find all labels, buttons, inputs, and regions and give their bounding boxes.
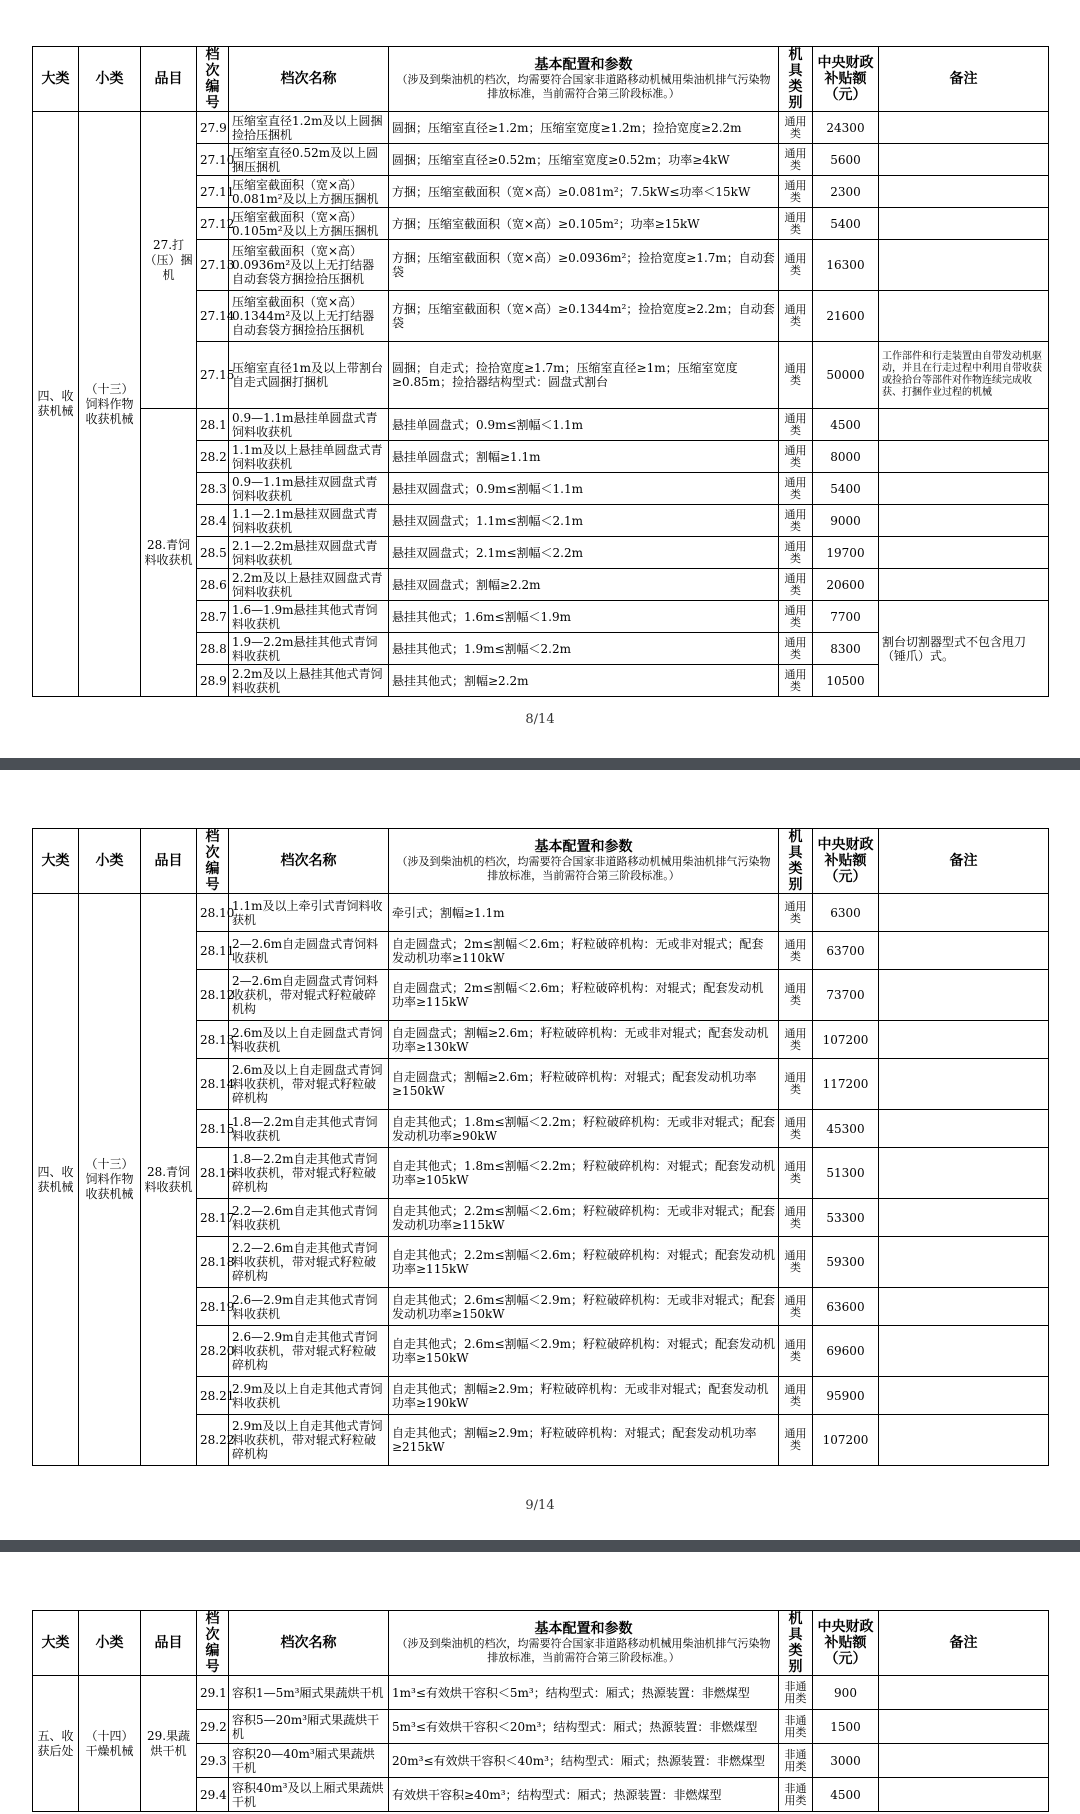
grade-spec: 牵引式；割幅≥1.1m [389,894,779,932]
grade-spec: 自走其他式；2.2m≤割幅＜2.6m；籽粒破碎机构：对辊式；配套发动机功率≥115kW [389,1237,779,1288]
machine-type: 非通用类 [779,1744,813,1778]
machine-type: 通用类 [779,1021,813,1059]
remarks-cell [879,970,1049,1021]
machine-type: 通用类 [779,208,813,240]
subsidy-amount: 900 [813,1676,879,1710]
grade-number: 28.11 [197,932,229,970]
remarks-cell [879,208,1049,240]
remarks-cell [879,1710,1049,1744]
grade-number: 28.21 [197,1377,229,1415]
remarks-cell [879,1415,1049,1466]
header-subcategory: 小类 [79,1611,141,1676]
header-config: 基本配置和参数 （涉及到柴油机的档次，均需要符合国家非道路移动机械用柴油机排气污染物排放标准，当前需符合第三阶段标准。） [389,829,779,894]
grade-spec: 圆捆；自走式；捡拾宽度≥1.7m；压缩室直径≥1m；压缩室宽度≥0.85m；捡拾器结构型式：圆盘式割台 [389,342,779,409]
table-row [33,112,1049,144]
header-machine-type: 机具类别 [779,47,813,112]
subsidy-amount: 73700 [813,970,879,1021]
grade-name: 压缩室直径1.2m及以上圆捆捡拾压捆机 [229,112,389,144]
grade-number: 28.16 [197,1148,229,1199]
grade-spec: 自走圆盘式；2m≤割幅＜2.6m；籽粒破碎机构：对辊式；配套发动机功率≥115kW [389,970,779,1021]
header-category: 大类 [33,829,79,894]
header-grade-no: 档次编号 [197,1611,229,1676]
machine-type: 通用类 [779,537,813,569]
subsidy-amount: 9000 [813,505,879,537]
grade-name: 2.2—2.6m自走其他式青饲料收获机，带对辊式籽粒破碎机构 [229,1237,389,1288]
header-grade-name: 档次名称 [229,829,389,894]
subsidy-amount: 50000 [813,342,879,409]
header-subsidy: 中央财政补贴额（元） [813,47,879,112]
grade-name: 压缩室截面积（宽×高）0.1344m²及以上无打结器自动套袋方捆捡拾压捆机 [229,291,389,342]
subsidy-table-page-8 [32,46,1049,697]
grade-number: 28.10 [197,894,229,932]
subsidy-amount: 4500 [813,409,879,441]
grade-spec: 圆捆；压缩室直径≥0.52m；压缩室宽度≥0.52m；功率≥4kW [389,144,779,176]
machine-type: 通用类 [779,112,813,144]
grade-number: 28.1 [197,409,229,441]
grade-number: 28.19 [197,1288,229,1326]
page-9 [0,770,1080,1540]
table-row [33,894,1049,932]
subsidy-amount: 107200 [813,1021,879,1059]
subsidy-amount: 5600 [813,144,879,176]
remarks-cell [879,1744,1049,1778]
machine-type: 通用类 [779,1237,813,1288]
grade-name: 容积1—5m³厢式果蔬烘干机 [229,1676,389,1710]
grade-number: 28.15 [197,1110,229,1148]
subsidy-amount: 5400 [813,208,879,240]
grade-spec: 5m³≤有效烘干容积＜20m³；结构型式：厢式；热源装置：非燃煤型 [389,1710,779,1744]
grade-number: 28.18 [197,1237,229,1288]
header-grade-name: 档次名称 [229,47,389,112]
subsidy-amount: 1500 [813,1710,879,1744]
grade-number: 27.15 [197,342,229,409]
page-8 [0,0,1080,758]
grade-name: 1.8—2.2m自走其他式青饲料收获机 [229,1110,389,1148]
machine-type: 通用类 [779,240,813,291]
grade-name: 1.1m及以上悬挂单圆盘式青饲料收获机 [229,441,389,473]
grade-spec: 悬挂双圆盘式；0.9m≤割幅＜1.1m [389,473,779,505]
grade-name: 0.9—1.1m悬挂双圆盘式青饲料收获机 [229,473,389,505]
remarks-cell [879,1676,1049,1710]
machine-type: 非通用类 [779,1778,813,1812]
remarks-cell [879,291,1049,342]
grade-name: 压缩室截面积（宽×高）0.0936m²及以上无打结器自动套袋方捆捡拾压捆机 [229,240,389,291]
header-grade-no: 档次编号 [197,47,229,112]
machine-type: 非通用类 [779,1676,813,1710]
remarks-cell [879,1377,1049,1415]
grade-name: 2.2m及以上悬挂其他式青饲料收获机 [229,665,389,697]
header-config: 基本配置和参数 （涉及到柴油机的档次，均需要符合国家非道路移动机械用柴油机排气污染物排放标准，当前需符合第三阶段标准。） [389,1611,779,1676]
subsidy-amount: 8300 [813,633,879,665]
grade-name: 压缩室直径0.52m及以上圆捆压捆机 [229,144,389,176]
subsidy-amount: 5400 [813,473,879,505]
grade-spec: 悬挂双圆盘式；割幅≥2.2m [389,569,779,601]
page-number: 9/14 [525,1498,555,1513]
remarks-cell [879,144,1049,176]
grade-name: 压缩室截面积（宽×高）0.081m²及以上方捆压捆机 [229,176,389,208]
machine-type: 通用类 [779,569,813,601]
grade-number: 27.11 [197,176,229,208]
machine-type: 通用类 [779,409,813,441]
grade-spec: 悬挂双圆盘式；2.1m≤割幅＜2.2m [389,537,779,569]
grade-spec: 自走其他式；2.6m≤割幅＜2.9m；籽粒破碎机构：对辊式；配套发动机功率≥150kW [389,1326,779,1377]
machine-type: 非通用类 [779,1710,813,1744]
remarks-cell [879,1148,1049,1199]
category-cell: 五、收获后处 [33,1676,79,1812]
grade-number: 28.13 [197,1021,229,1059]
machine-type: 通用类 [779,894,813,932]
remarks-cell [879,1021,1049,1059]
grade-number: 29.3 [197,1744,229,1778]
machine-type: 通用类 [779,342,813,409]
page-number: 8/14 [525,712,555,727]
machine-type: 通用类 [779,601,813,633]
machine-type: 通用类 [779,1326,813,1377]
grade-number: 28.20 [197,1326,229,1377]
header-config: 基本配置和参数 （涉及到柴油机的档次，均需要符合国家非道路移动机械用柴油机排气污染物排放标准，当前需符合第三阶段标准。） [389,47,779,112]
header-remarks: 备注 [879,829,1049,894]
grade-spec: 1m³≤有效烘干容积＜5m³；结构型式：厢式；热源装置：非燃煤型 [389,1676,779,1710]
header-subcategory: 小类 [79,829,141,894]
subsidy-table-page-9 [32,828,1049,1466]
grade-spec: 圆捆；压缩室直径≥1.2m；压缩室宽度≥1.2m；捡拾宽度≥2.2m [389,112,779,144]
remarks-cell [879,1326,1049,1377]
machine-type: 通用类 [779,1377,813,1415]
machine-type: 通用类 [779,1415,813,1466]
subsidy-amount: 117200 [813,1059,879,1110]
grade-number: 28.17 [197,1199,229,1237]
item-cell: 28.青饲料收获机 [141,894,197,1466]
grade-number: 28.3 [197,473,229,505]
grade-spec: 自走其他式；割幅≥2.9m；籽粒破碎机构：对辊式；配套发动机功率≥215kW [389,1415,779,1466]
remarks-cell [879,1237,1049,1288]
machine-type: 通用类 [779,144,813,176]
grade-number: 27.9 [197,112,229,144]
grade-name: 2.1—2.2m悬挂双圆盘式青饲料收获机 [229,537,389,569]
header-item: 品目 [141,829,197,894]
table-row [33,1676,1049,1710]
grade-name: 压缩室截面积（宽×高）0.105m²及以上方捆压捆机 [229,208,389,240]
grade-name: 2.2—2.6m自走其他式青饲料收获机 [229,1199,389,1237]
grade-number: 27.14 [197,291,229,342]
grade-spec: 方捆；压缩室截面积（宽×高）≥0.105m²；功率≥15kW [389,208,779,240]
remarks-cell [879,112,1049,144]
subsidy-amount: 8000 [813,441,879,473]
subsidy-amount: 107200 [813,1415,879,1466]
subsidy-amount: 16300 [813,240,879,291]
grade-spec: 悬挂其他式；割幅≥2.2m [389,665,779,697]
grade-name: 2.2m及以上悬挂双圆盘式青饲料收获机 [229,569,389,601]
subsidy-amount: 7700 [813,601,879,633]
subsidy-amount: 45300 [813,1110,879,1148]
subsidy-amount: 24300 [813,112,879,144]
grade-name: 2.6m及以上自走圆盘式青饲料收获机 [229,1021,389,1059]
grade-name: 容积40m³及以上厢式果蔬烘干机 [229,1778,389,1812]
header-machine-type: 机具类别 [779,1611,813,1676]
header-grade-name: 档次名称 [229,1611,389,1676]
grade-spec: 自走其他式；割幅≥2.9m；籽粒破碎机构：无或非对辊式；配套发动机功率≥190kW [389,1377,779,1415]
machine-type: 通用类 [779,1148,813,1199]
header-subcategory: 小类 [79,47,141,112]
grade-name: 容积20—40m³厢式果蔬烘干机 [229,1744,389,1778]
machine-type: 通用类 [779,932,813,970]
grade-name: 2.6m及以上自走圆盘式青饲料收获机，带对辊式籽粒破碎机构 [229,1059,389,1110]
grade-name: 1.8—2.2m自走其他式青饲料收获机，带对辊式籽粒破碎机构 [229,1148,389,1199]
item-cell: 29.果蔬烘干机 [141,1676,197,1812]
header-category: 大类 [33,1611,79,1676]
grade-name: 容积5—20m³厢式果蔬烘干机 [229,1710,389,1744]
grade-spec: 自走圆盘式；2m≤割幅＜2.6m；籽粒破碎机构：无或非对辊式；配套发动机功率≥110kW [389,932,779,970]
machine-type: 通用类 [779,291,813,342]
header-remarks: 备注 [879,1611,1049,1676]
grade-number: 29.2 [197,1710,229,1744]
grade-spec: 自走圆盘式；割幅≥2.6m；籽粒破碎机构：对辊式；配套发动机功率≥150kW [389,1059,779,1110]
remarks-cell [879,569,1049,601]
remarks-cell [879,1110,1049,1148]
page-separator [0,758,1080,770]
header-subsidy: 中央财政补贴额（元） [813,1611,879,1676]
grade-spec: 悬挂双圆盘式；1.1m≤割幅＜2.1m [389,505,779,537]
grade-number: 29.1 [197,1676,229,1710]
header-item: 品目 [141,1611,197,1676]
grade-spec: 自走其他式；1.8m≤割幅＜2.2m；籽粒破碎机构：无或非对辊式；配套发动机功率≥90kW [389,1110,779,1148]
category-cell: 四、收获机械 [33,894,79,1466]
item-cell: 28.青饲料收获机 [141,409,197,697]
grade-name: 2—2.6m自走圆盘式青饲料收获机，带对辊式籽粒破碎机构 [229,970,389,1021]
page-separator [0,1540,1080,1552]
grade-spec: 方捆；压缩室截面积（宽×高）≥0.081m²；7.5kW≤功率＜15kW [389,176,779,208]
remarks-cell [879,932,1049,970]
subsidy-amount: 63600 [813,1288,879,1326]
machine-type: 通用类 [779,970,813,1021]
grade-number: 28.8 [197,633,229,665]
grade-number: 28.7 [197,601,229,633]
subsidy-amount: 2300 [813,176,879,208]
subsidy-amount: 63700 [813,932,879,970]
subsidy-table-page-10 [32,1610,1049,1812]
remarks-cell [879,1199,1049,1237]
subsidy-amount: 59300 [813,1237,879,1288]
grade-spec: 自走其他式；2.2m≤割幅＜2.6m；籽粒破碎机构：无或非对辊式；配套发动机功率≥115kW [389,1199,779,1237]
grade-spec: 自走圆盘式；割幅≥2.6m；籽粒破碎机构：无或非对辊式；配套发动机功率≥130kW [389,1021,779,1059]
subsidy-amount: 6300 [813,894,879,932]
grade-name: 1.1—2.1m悬挂双圆盘式青饲料收获机 [229,505,389,537]
category-cell: 四、收获机械 [33,112,79,697]
grade-number: 28.22 [197,1415,229,1466]
grade-spec: 方捆；压缩室截面积（宽×高）≥0.0936m²；捡拾宽度≥1.7m；自动套袋 [389,240,779,291]
header-category: 大类 [33,47,79,112]
grade-name: 1.1m及以上牵引式青饲料收获机 [229,894,389,932]
machine-type: 通用类 [779,1199,813,1237]
machine-type: 通用类 [779,1110,813,1148]
subcategory-cell: （十三）饲料作物收获机械 [79,894,141,1466]
remarks-cell [879,894,1049,932]
grade-name: 2.6—2.9m自走其他式青饲料收获机 [229,1288,389,1326]
subsidy-amount: 51300 [813,1148,879,1199]
item-cell: 27.打（压）捆机 [141,112,197,409]
grade-name: 2—2.6m自走圆盘式青饲料收获机 [229,932,389,970]
grade-name: 0.9—1.1m悬挂单圆盘式青饲料收获机 [229,409,389,441]
header-machine-type: 机具类别 [779,829,813,894]
grade-number: 28.14 [197,1059,229,1110]
machine-type: 通用类 [779,665,813,697]
grade-spec: 20m³≤有效烘干容积＜40m³；结构型式：厢式；热源装置：非燃煤型 [389,1744,779,1778]
page-10 [0,1552,1080,1814]
remarks-cell [879,1059,1049,1110]
subsidy-amount: 69600 [813,1326,879,1377]
grade-number: 28.2 [197,441,229,473]
subsidy-amount: 4500 [813,1778,879,1812]
grade-number: 28.4 [197,505,229,537]
subcategory-cell: （十四）干燥机械 [79,1676,141,1812]
subsidy-amount: 95900 [813,1377,879,1415]
remarks-cell [879,409,1049,441]
grade-name: 1.6—1.9m悬挂其他式青饲料收获机 [229,601,389,633]
grade-name: 2.9m及以上自走其他式青饲料收获机，带对辊式籽粒破碎机构 [229,1415,389,1466]
table-row [33,409,1049,441]
subsidy-amount: 21600 [813,291,879,342]
remarks-cell [879,441,1049,473]
grade-name: 压缩室直径1m及以上带割台自走式圆捆打捆机 [229,342,389,409]
machine-type: 通用类 [779,1288,813,1326]
header-remarks: 备注 [879,47,1049,112]
machine-type: 通用类 [779,1059,813,1110]
grade-spec: 自走其他式；1.8m≤割幅＜2.2m；籽粒破碎机构：对辊式；配套发动机功率≥105kW [389,1148,779,1199]
grade-spec: 有效烘干容积≥40m³；结构型式：厢式；热源装置：非燃煤型 [389,1778,779,1812]
remarks-cell [879,240,1049,291]
grade-number: 27.10 [197,144,229,176]
grade-spec: 方捆；压缩室截面积（宽×高）≥0.1344m²；捡拾宽度≥2.2m；自动套袋 [389,291,779,342]
subsidy-amount: 20600 [813,569,879,601]
grade-spec: 自走其他式；2.6m≤割幅＜2.9m；籽粒破碎机构：无或非对辊式；配套发动机功率≥150kW [389,1288,779,1326]
grade-name: 2.6—2.9m自走其他式青饲料收获机，带对辊式籽粒破碎机构 [229,1326,389,1377]
grade-number: 28.6 [197,569,229,601]
grade-number: 28.5 [197,537,229,569]
grade-spec: 悬挂单圆盘式；割幅≥1.1m [389,441,779,473]
header-item: 品目 [141,47,197,112]
grade-name: 2.9m及以上自走其他式青饲料收获机 [229,1377,389,1415]
subsidy-amount: 3000 [813,1744,879,1778]
machine-type: 通用类 [779,473,813,505]
remarks-cell: 割台切割器型式不包含甩刀（锤爪）式。 [879,601,1049,697]
machine-type: 通用类 [779,441,813,473]
grade-number: 28.12 [197,970,229,1021]
grade-number: 27.13 [197,240,229,291]
grade-spec: 悬挂单圆盘式；0.9m≤割幅＜1.1m [389,409,779,441]
header-grade-no: 档次编号 [197,829,229,894]
remarks-cell [879,473,1049,505]
header-subsidy: 中央财政补贴额（元） [813,829,879,894]
remarks-cell [879,1778,1049,1812]
grade-spec: 悬挂其他式；1.9m≤割幅＜2.2m [389,633,779,665]
remarks-cell [879,505,1049,537]
machine-type: 通用类 [779,505,813,537]
grade-number: 27.12 [197,208,229,240]
remarks-cell [879,537,1049,569]
grade-spec: 悬挂其他式；1.6m≤割幅＜1.9m [389,601,779,633]
subsidy-amount: 53300 [813,1199,879,1237]
grade-number: 29.4 [197,1778,229,1812]
machine-type: 通用类 [779,176,813,208]
grade-number: 28.9 [197,665,229,697]
subsidy-amount: 10500 [813,665,879,697]
machine-type: 通用类 [779,633,813,665]
subcategory-cell: （十三）饲料作物收获机械 [79,112,141,697]
grade-name: 1.9—2.2m悬挂其他式青饲料收获机 [229,633,389,665]
remarks-cell: 工作部件和行走装置由自带发动机驱动，并且在行走过程中利用自带收获或捡拾台等部件对作物连续完成收获、打捆作业过程的机械 [879,342,1049,409]
remarks-cell [879,1288,1049,1326]
subsidy-amount: 19700 [813,537,879,569]
remarks-cell [879,176,1049,208]
